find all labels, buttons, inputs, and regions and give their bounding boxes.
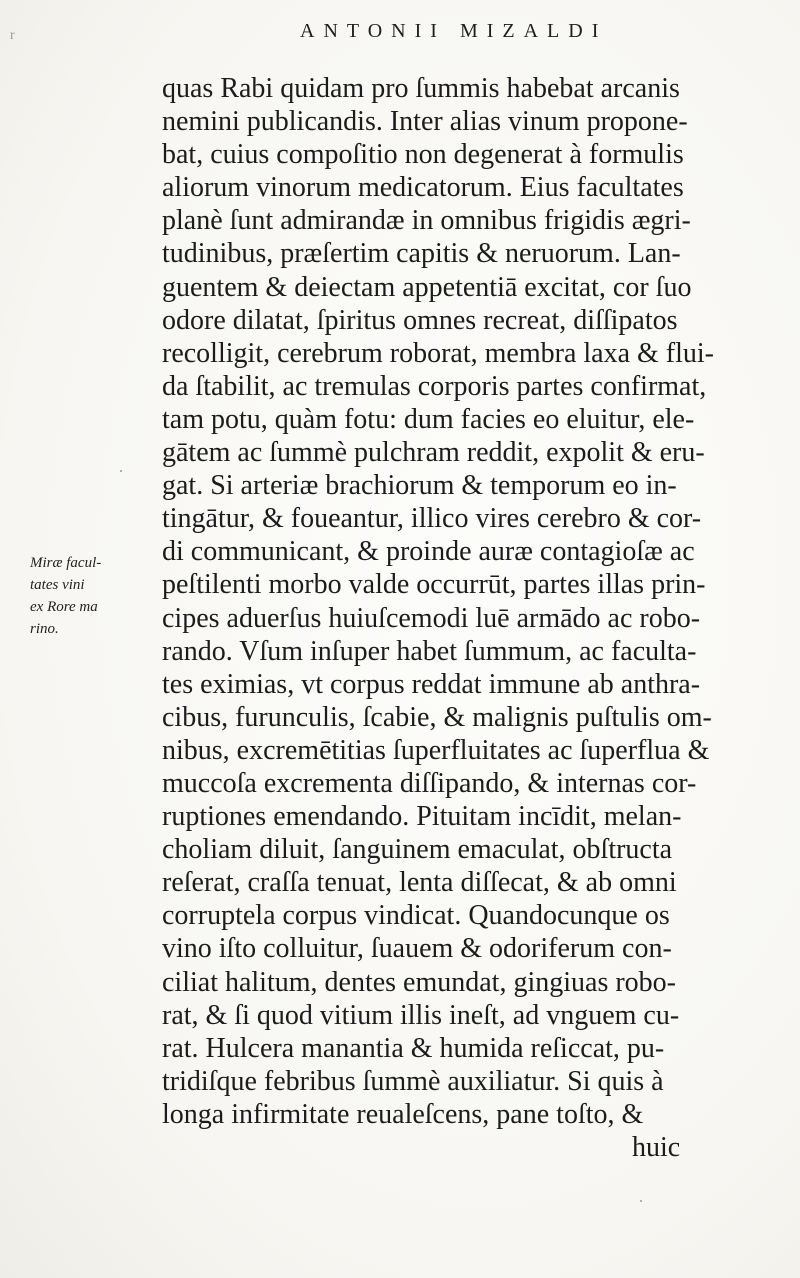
marginal-note [30, 552, 160, 640]
ink-speck [640, 1200, 642, 1202]
ink-speck [120, 470, 122, 472]
text-line: tes eximias, vt corpus reddat immune ab anthra- [162, 668, 701, 700]
text-line: odore dilatat, ſpiritus omnes recreat, diſſipatos [162, 304, 678, 336]
text-line: gat. Si arteriæ brachiorum & temporum eo in- [162, 470, 677, 502]
corner-mark: r [10, 28, 15, 43]
text-line: cipes aduerſus huiuſcemodi luē armādo ac robo- [162, 602, 701, 634]
marginal-note-line: tates vini [30, 577, 85, 593]
text-line: rat. Hulcera manantia & humida reſiccat, pu- [162, 1032, 665, 1064]
text-line: gātem ac ſummè pulchram reddit, expolit & eru- [162, 437, 705, 469]
text-line: muccoſa excrementa diſſipando, & internas cor- [162, 767, 697, 799]
text-line: recolligit, cerebrum roborat, membra laxa & flui- [162, 337, 715, 369]
marginal-note-line: ex Rore ma [30, 599, 98, 615]
text-line: peſtilenti morbo valde occurrūt, partes illas prin- [162, 569, 706, 601]
text-line: tridiſque febribus ſummè auxiliatur. Si quis à [162, 1065, 664, 1097]
text-line: guentem & deiectam appetentiā excitat, cor ſuo [162, 271, 692, 303]
text-line: ruptiones emendando. Pituitam incīdit, melan- [162, 801, 682, 833]
text-line: rando. Vſum inſuper habet ſummum, ac faculta- [162, 635, 697, 667]
marginal-note-line: Miræ facul- [30, 555, 102, 571]
marginal-note-line: rino. [30, 621, 59, 637]
text-line: vino iſto colluitur, ſuauem & odoriferum con- [162, 933, 672, 965]
text-line: nemini publicandis. Inter alias vinum propone- [162, 106, 688, 138]
running-head: ANTONII MIZALDI [300, 20, 608, 42]
text-line: corruptela corpus vindicat. Quandocunque os [162, 900, 670, 932]
text-line: bat, cuius compoſitio non degenerat à formulis [162, 139, 684, 171]
text-line: tam potu, quàm fotu: dum facies eo eluitur, ele- [162, 403, 695, 435]
body-text [162, 72, 762, 1164]
catchword: huic [632, 1132, 681, 1163]
text-line: tingātur, & foueantur, illico vires cerebro & cor- [162, 503, 702, 535]
text-line: nibus, excremētitias ſuperfluitates ac ſuperflua & [162, 734, 710, 766]
text-line: rat, & ſi quod vitium illis ineſt, ad vnguem cu- [162, 999, 680, 1031]
text-line: ciliat halitum, dentes emundat, gingiuas robo- [162, 966, 676, 998]
text-line: di communicant, & proinde auræ contagioſæ ac [162, 536, 695, 568]
text-line: planè ſunt admirandæ in omnibus frigidis ægri- [162, 205, 691, 237]
text-line: da ſtabilit, ac tremulas corporis partes confirmat, [162, 370, 707, 402]
text-line: tudinibus, præſertim capitis & neruorum. Lan- [162, 238, 681, 270]
text-line: cibus, furunculis, ſcabie, & malignis puſtulis om- [162, 701, 712, 733]
text-line: reſerat, craſſa tenuat, lenta diſſecat, & ab omni [162, 867, 677, 899]
text-line: choliam diluit, ſanguinem emaculat, obſtructa [162, 834, 673, 866]
text-line: aliorum vinorum medicatorum. Eius facultates [162, 172, 684, 204]
text-line: longa infirmitate reualeſcens, pane toſto, & [162, 1098, 644, 1130]
text-line: quas Rabi quidam pro ſummis habebat arcanis [162, 73, 680, 104]
